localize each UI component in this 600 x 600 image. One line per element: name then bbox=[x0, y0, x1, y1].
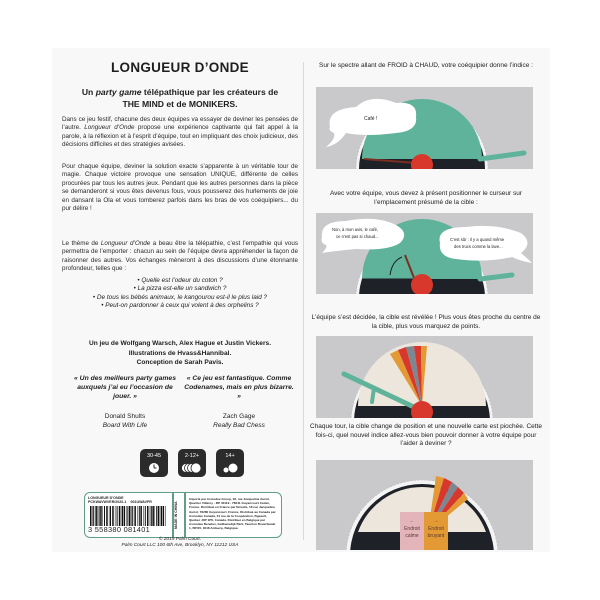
bubble-text: Café ! bbox=[364, 116, 378, 122]
barcode-bar bbox=[95, 506, 97, 526]
barcode-bar bbox=[127, 506, 128, 526]
barcode-bar bbox=[110, 506, 111, 526]
barcode-bar bbox=[126, 506, 127, 526]
p3-text-a: Le thème de bbox=[62, 240, 101, 247]
publisher-address: Palm Court LLC 100 6th Ave, Brooklyn, NY 11212 USA bbox=[121, 543, 239, 549]
game-title: LONGUEUR D’ONDE bbox=[110, 60, 249, 75]
barcode-bar bbox=[129, 506, 131, 526]
barcode-bar bbox=[139, 506, 140, 526]
p1-em: Longueur d’Onde bbox=[84, 124, 135, 132]
subtitle-post: télépathique par les créateurs de bbox=[141, 87, 279, 97]
illustration-guess bbox=[316, 213, 533, 294]
barcode-bar bbox=[100, 506, 102, 526]
barcode-bar bbox=[158, 506, 160, 526]
p1-text-a: Dans ce jeu festif, chacune des deux équipes va essayer de deviner les pensées de l’autre. bbox=[62, 116, 298, 132]
barcode-bar bbox=[161, 506, 162, 526]
barcode-bar bbox=[150, 506, 151, 526]
subtitle bbox=[62, 86, 298, 110]
barcode-bar bbox=[145, 506, 146, 526]
barcode-separator bbox=[184, 493, 186, 537]
barcode-bar bbox=[132, 506, 133, 526]
credit-conception: Conception de Sarah Pavis. bbox=[136, 359, 224, 367]
barcode-bar bbox=[134, 506, 136, 526]
step-caption-2: Avec votre équipe, vous devez à présent positionner le curseur sur l’emplacement présumé de la cible : bbox=[329, 190, 523, 206]
legal-text: Importé par Asmodee Group, 18, rue Jacqueline Auriol, Quartier Villaroy - BP 40119 - 78041 Guyancourt Cedex, France. Distribué en France par Novalis, 18 rue Jacqueline Auriol, 78280 Guyancourt, France. Distribué au Canada par Asmodee Canada, 31 rue de la Coopération, Bgeault, Québec J0P 1P0, Canada. Distribué en Belgique par Asmodee Benelux, Gelilaeisdijk Park, Taunton Bovertlewat 1, BP/15, 3018 Antwerp, Belgique. bbox=[189, 497, 276, 531]
quote-1: « Un des meilleurs party games auxquels j’ai eu l’occasion de jouer. » bbox=[74, 375, 176, 400]
quote-1-attribution bbox=[70, 412, 180, 431]
dial-illustration bbox=[316, 460, 533, 550]
paragraph-magic: Pour chaque équipe, deviner la solution exacte s’apparente à un véritable tour de magie. Chaque victoire provoque une sensation UNIQUE, différente de celles procurées par tous les autres jeux. Pendant que les autres personnes dans la pièce se demanderont si vous êtes devenus fous, vous pousserez des hurlements de joie en dansant la Ola et vous tomberez parfois dans les bras de vos coéquipiers... du pur délire ! bbox=[62, 163, 298, 213]
barcode-bar bbox=[117, 506, 118, 526]
quote-source: Really Bad Chess bbox=[213, 422, 265, 430]
question-item: • La pizza est-elle un sandwich ? bbox=[133, 285, 227, 293]
players-label: 2-12+ bbox=[184, 453, 200, 459]
card-left-label: Endroit bbox=[404, 526, 420, 532]
product-code: 001UWAVFR bbox=[130, 500, 152, 505]
credits bbox=[62, 339, 298, 368]
paragraph-intro bbox=[62, 116, 298, 150]
barcode-bar bbox=[155, 506, 156, 526]
barcode-bar bbox=[115, 506, 116, 526]
quote-2: « Ce jeu est fantastique. Comme Codenames, mais en plus bizarre. » bbox=[184, 375, 294, 400]
illustration-new-card bbox=[316, 460, 533, 550]
barcode-bar bbox=[98, 506, 99, 526]
copyright: © 2019 Palm Court. bbox=[158, 537, 202, 542]
column-divider bbox=[303, 62, 304, 540]
cover-handle bbox=[480, 153, 524, 159]
barcode-bar bbox=[93, 506, 94, 526]
barcode-bar bbox=[140, 506, 142, 526]
bubble-text: ce n’est pas si chaud... bbox=[336, 234, 379, 239]
players-icon bbox=[178, 462, 206, 474]
game-info-icons bbox=[140, 449, 244, 477]
card-right-label: bruyant bbox=[427, 533, 445, 539]
barcode-bar bbox=[160, 506, 161, 526]
age-icon bbox=[216, 462, 244, 474]
question-item: • Quelle est l’odeur du coton ? bbox=[137, 277, 223, 284]
product-name: LONGUEUR D’ONDE bbox=[88, 496, 124, 500]
barcode-bar bbox=[102, 506, 103, 526]
clock-icon bbox=[140, 462, 168, 474]
barcode-bar bbox=[122, 506, 123, 526]
barcode-bar bbox=[151, 506, 152, 526]
bubble-text: C’est sûr : il y a quand même bbox=[450, 237, 505, 242]
step-caption-4: Chaque tour, la cible change de position et une nouvelle carte est piochée. Cette fois-ci, quel nouvel indice allez-vous bien pouvoir donner à votre équipe pour l’aider à deviner ? bbox=[310, 423, 542, 448]
question-item: • De tous les bébés animaux, le kangourou est-il le plus laid ? bbox=[92, 293, 268, 301]
barcode-bars bbox=[89, 506, 169, 526]
p3-text-b: a beau être la télépathie, c’est l’empathie qui vous permettra de l’emporter : chacun au sein de l’équipe devra appréhender la façon de raisonner des autres. Vos échanges mèneront à des discussions d’une étonnante profondeur, telles que : bbox=[62, 240, 298, 273]
product-ref bbox=[88, 500, 170, 504]
credit-illustrations: Illustrations de Hvass&Hannibal. bbox=[128, 349, 232, 357]
barcode-bar bbox=[137, 506, 138, 526]
step-caption-1: Sur le spectre allant de FROID à CHAUD, votre coéquipier donne l’indice : bbox=[319, 62, 533, 69]
barcode-bar bbox=[163, 506, 165, 526]
duration-label: 30-45 bbox=[146, 453, 162, 459]
illustration-reveal bbox=[316, 336, 533, 418]
arrow-left-icon: ← bbox=[409, 518, 415, 524]
card-left-label: calme bbox=[405, 533, 419, 539]
p3-em: Longueur d’Onde bbox=[100, 240, 151, 247]
barcode-bar bbox=[165, 506, 166, 526]
quote-author: Zach Gage bbox=[222, 413, 256, 420]
barcode-bar bbox=[90, 506, 92, 526]
barcode-bar bbox=[156, 506, 157, 526]
players-badge bbox=[178, 449, 206, 477]
barcode-bar bbox=[152, 506, 154, 526]
barcode-bar bbox=[119, 506, 121, 526]
barcode-number: 3 558380 081401 bbox=[88, 525, 151, 534]
quote-2-attribution bbox=[184, 412, 294, 431]
age-badge bbox=[216, 449, 244, 477]
example-questions bbox=[62, 277, 298, 311]
paragraph-theme bbox=[62, 240, 298, 274]
age-label: 14+ bbox=[225, 453, 235, 459]
barcode-label bbox=[84, 492, 282, 538]
barcode-bar bbox=[99, 506, 100, 526]
arrow-right-icon: → bbox=[433, 518, 439, 524]
barcode-bar bbox=[147, 506, 149, 526]
illustration-clue bbox=[316, 87, 533, 169]
barcode-bar bbox=[143, 506, 144, 526]
card-right-label: Endroit bbox=[428, 526, 444, 532]
bubble-text: des trucs comme la lave... bbox=[454, 244, 503, 249]
barcode-bar bbox=[92, 506, 93, 526]
p1-text-b: propose une expérience captivante qui fait appel à la parole, à la réflexion et à l’esprit d’équipe, tout en impliquant des choix judicieux, des décisions difficiles et des stratégies avisées. bbox=[62, 124, 298, 149]
barcode-bar bbox=[112, 506, 114, 526]
product-ref-code: PCKWAVWVER/2020-1 bbox=[88, 500, 127, 505]
barcode-area bbox=[88, 496, 170, 534]
barcode-bar bbox=[131, 506, 132, 526]
subtitle-em: party game bbox=[95, 87, 142, 97]
copyright-block bbox=[62, 537, 298, 550]
duration-badge bbox=[140, 449, 168, 477]
made-in-label: MADE IN CHINA bbox=[174, 501, 178, 529]
credit-designers: Un jeu de Wolfgang Warsch, Alex Hague et Justin Vickers. bbox=[88, 340, 272, 347]
dial-illustration bbox=[316, 213, 533, 294]
dial-illustration bbox=[316, 87, 533, 169]
barcode-bar bbox=[121, 506, 122, 526]
barcode-bar bbox=[106, 506, 108, 526]
step-caption-3: L’équipe s’est décidée, la cible est révélée ! Plus vous êtes proche du centre de la cible, plus vous marquez de points. bbox=[311, 314, 541, 330]
subtitle-pre: Un bbox=[81, 87, 96, 97]
barcode-bar bbox=[124, 506, 126, 526]
barcode-bar bbox=[109, 506, 110, 526]
quote-author: Donald Shults bbox=[104, 413, 146, 420]
question-item: • Peut-on pardonner à ceux qui volent à des orphelins ? bbox=[101, 302, 259, 310]
bubble-text: Non, à mon avis, le café, bbox=[332, 227, 379, 232]
subtitle-line2: THE MIND et de MONIKERS. bbox=[122, 99, 238, 109]
dial-illustration bbox=[316, 336, 533, 418]
quote-source: Board With Life bbox=[102, 422, 148, 430]
barcode-bar bbox=[104, 506, 105, 526]
